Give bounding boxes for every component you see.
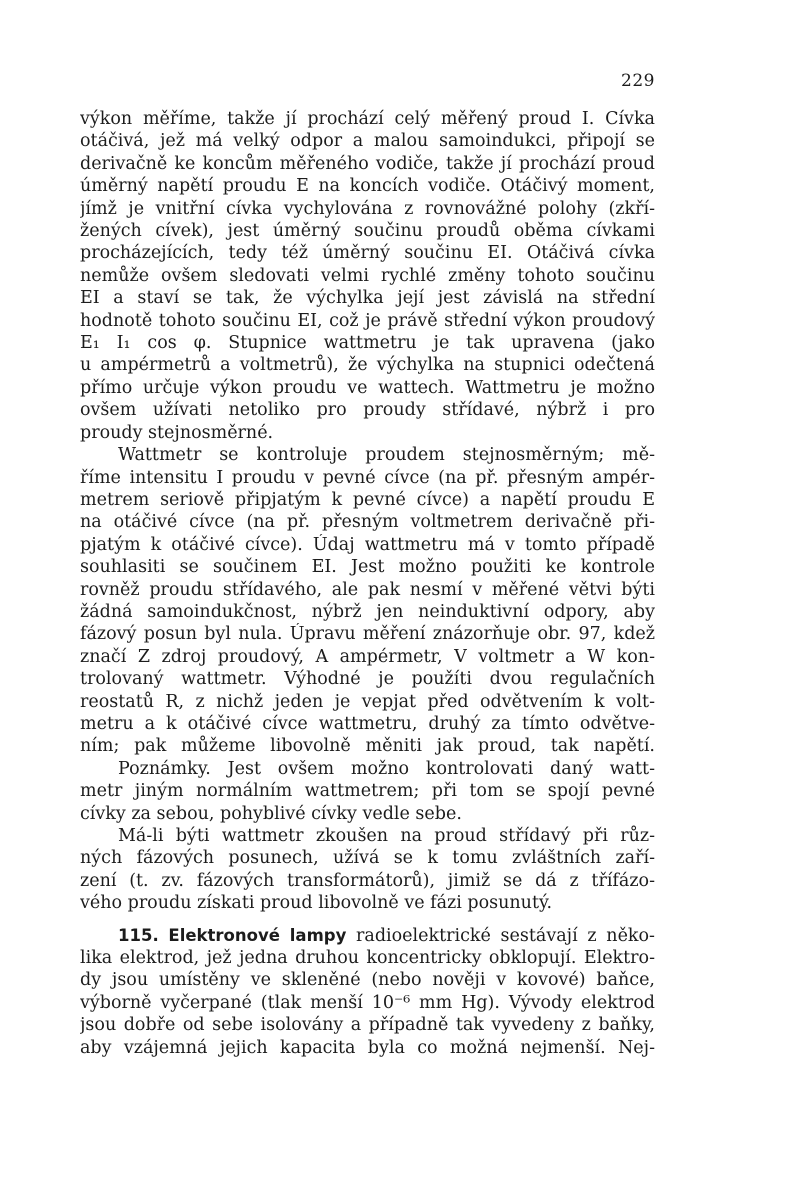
paragraph-notes — [80, 758, 655, 825]
text-line: úměrný napětí proudu E na koncích vodiče. Otáčivý moment, — [80, 176, 655, 197]
text-line: nemůže ovšem sledovati velmi rychlé změny tohoto součinu — [80, 265, 655, 286]
text-line: hodnotě tohoto součinu EI, což je právě střední výkon proudový — [80, 310, 655, 331]
text-line: rovněž proudu střídavého, ale pak nesmí v měřené větvi býti — [80, 579, 655, 600]
text-line: žených cívek), jest úměrný součinu proudů oběma cívkami — [80, 221, 655, 242]
section-number: 115. — [118, 925, 159, 945]
text-line: pjatým k otáčivé cívce). Údaj wattmetru má v tomto případě — [80, 534, 655, 555]
text-body — [80, 108, 655, 1059]
section-gap — [80, 915, 655, 925]
text-line: říme intensitu I proudu v pevné cívce (na př. přesným ampér- — [80, 467, 655, 488]
text-line: Wattmetr se kontroluje proudem stejnosměrným; mě- — [118, 445, 655, 466]
text-line: lika elektrod, jež jedna druhou koncentricky obklopují. Elektro- — [80, 948, 655, 969]
text-line: jímž je vnitřní cívka vychylována z rovnovážné polohy (zkří- — [80, 198, 655, 219]
section-115 — [80, 925, 655, 1059]
section-title: Elektronové lampy — [168, 925, 347, 945]
text-line: ných fázových posunech, užívá se k tomu zvláštních zaří- — [80, 848, 655, 869]
text-line: dy jsou umístěny ve skleněné (nebo nověji v kovové) baňce, — [80, 970, 655, 991]
text-line: u ampérmetrů a voltmetrů), že výchylka na stupnici odečtená — [80, 355, 655, 376]
text-line: reostatů R, z nichž jeden je vepjat před odvětvením k volt- — [80, 691, 655, 712]
paragraph-wattmeter-principle — [80, 108, 655, 444]
text-line: výkon měříme, takže jí prochází celý měřený proud I. Cívka — [80, 109, 655, 129]
text-line: fázový posun byl nula. Úpravu měření znázorňuje obr. 97, kdež — [80, 624, 655, 645]
text-line: proudy stejnosměrné. — [80, 422, 274, 443]
text-line: ovšem užívati netoliko pro proudy střídavé, nýbrž i pro — [80, 400, 655, 421]
text-line: ním; pak můžeme libovolně měniti jak proud, tak napětí. — [80, 736, 655, 757]
paragraph-phase-test — [80, 825, 655, 915]
section-heading-line — [80, 925, 655, 947]
text-line: E₁ I₁ cos φ. Stupnice wattmetru je tak upravena (jako — [80, 333, 655, 354]
text-line: výborně vyčerpané (tlak menší 10⁻⁶ mm Hg). Vývody elektrod — [80, 992, 655, 1013]
text-line: EI a staví se tak, že výchylka její jest závislá na střední — [80, 288, 655, 309]
text-line: Poznámky. Jest ovšem možno kontrolovati daný watt- — [118, 758, 655, 779]
text-line: žádná samoindukčnost, nýbrž jen neinduktivní odpory, aby — [80, 601, 655, 622]
text-line: procházejících, tedy též úměrný součinu EI. Otáčivá cívka — [80, 243, 655, 264]
text-line: cívky za sebou, pohyblivé cívky vedle sebe. — [80, 803, 462, 824]
text-line: na otáčivé cívce (na př. přesným voltmetrem derivačně při- — [80, 512, 655, 533]
text-line: trolovaný wattmetr. Výhodné je použíti dvou regulačních — [80, 669, 655, 690]
page-number: 229 — [621, 71, 655, 91]
text-line: derivačně ke koncům měřeného vodiče, takže jí prochází proud — [80, 153, 655, 174]
text-line: Má-li býti wattmetr zkoušen na proud střídavý při růz- — [118, 826, 655, 846]
text-line: aby vzájemná jejich kapacita byla co možná nejmenší. Nej- — [80, 1037, 655, 1058]
text-line: otáčivá, jež má velký odpor a malou samoindukci, připojí se — [80, 131, 655, 152]
text-line: zení (t. zv. fázových transformátorů), jimiž se dá z třífázo- — [80, 870, 655, 891]
text-line: souhlasiti se součinem EI. Jest možno použiti ke kontrole — [80, 557, 655, 578]
paragraph-wattmeter-check — [80, 444, 655, 758]
text-line: jsou dobře od sebe isolovány a případně tak vyvedeny z baňky, — [80, 1015, 655, 1036]
text-line: přímo určuje výkon proudu ve wattech. Wattmetru je možno — [80, 377, 655, 398]
text-line: metr jiným normálním wattmetrem; při tom se spojí pevné — [80, 781, 655, 802]
text-line: značí Z zdroj proudový, A ampérmetr, V voltmetr a W kon- — [80, 646, 655, 667]
section-first-line: radioelektrické sestávají z něko- — [356, 925, 655, 946]
text-line: vého proudu získati proud libovolně ve fázi posunutý. — [80, 893, 553, 914]
text-line: metrem seriově připjatým k pevné cívce) a napětí proudu E — [80, 489, 655, 510]
text-line: metru a k otáčivé cívce wattmetru, druhý za tímto odvětve- — [80, 713, 655, 734]
